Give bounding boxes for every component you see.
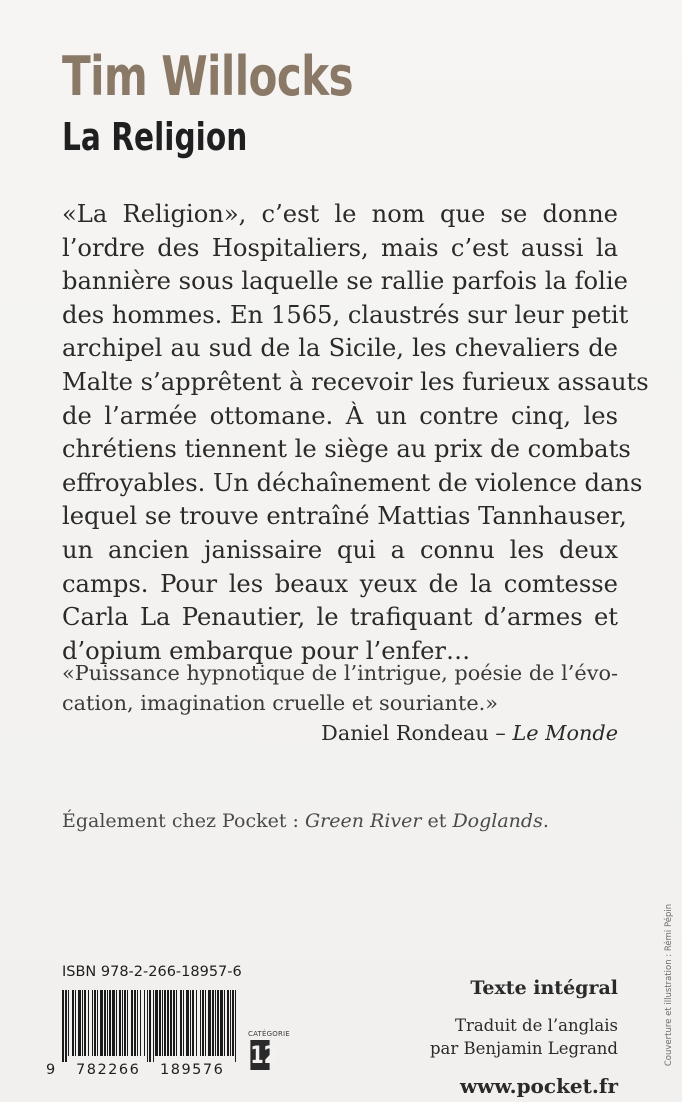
synopsis-line: lequel se trouve entraîné Mattias Tannhauser,	[62, 502, 627, 531]
category-number: 12	[250, 1041, 278, 1069]
translator-line-2: par Benjamin Legrand	[430, 1039, 618, 1058]
also-book-2: Doglands	[452, 810, 543, 832]
synopsis-line: un ancien janissaire qui a connu les deux	[62, 535, 618, 564]
synopsis-line: Malte s’apprêtent à recevoir les furieux assauts	[62, 367, 649, 396]
publisher-website: www.pocket.fr	[459, 1074, 618, 1098]
author-name: Tim Willocks	[62, 45, 354, 108]
synopsis-line: archipel au sud de la Sicile, les chevaliers de	[62, 334, 618, 363]
synopsis-line: l’ordre des Hospitaliers, mais c’est aussi la	[62, 233, 618, 262]
synopsis-line: camps. Pour les beaux yeux de la comtesse	[62, 569, 618, 598]
also-joiner: et	[421, 810, 453, 832]
synopsis-line: «La Religion», c’est le nom que se donne	[62, 200, 618, 228]
category-label: CATÉGORIE	[248, 1030, 290, 1038]
press-quote	[62, 658, 618, 718]
category-badge	[248, 1030, 290, 1076]
also-suffix: .	[542, 810, 549, 832]
cover-credit	[662, 880, 676, 1090]
synopsis-line: de l’armée ottomane. À un contre cinq, les	[62, 401, 618, 430]
barcode-digit-first: 9	[46, 1062, 56, 1078]
also-by-author	[62, 808, 549, 834]
synopsis-line: d’opium embarque pour l’enfer…	[62, 636, 471, 665]
quote-source: Le Monde	[512, 721, 618, 745]
synopsis-line: Carla La Penautier, le trafiquant d’armes et	[62, 603, 618, 632]
quote-author: Daniel Rondeau –	[321, 721, 513, 745]
synopsis-line: des hommes. En 1565, claustrés sur leur petit	[62, 300, 629, 329]
cover-credit-text: Couverture et illustration : Rémi Pépin	[664, 903, 674, 1067]
also-prefix: Également chez Pocket :	[62, 810, 305, 832]
texte-integral: Texte intégral	[470, 977, 618, 999]
also-book-1: Green River	[305, 810, 422, 832]
quote-line: «Puissance hypnotique de l’intrigue, poésie de l’évo-	[62, 661, 618, 685]
barcode-digit-group-2: 189576	[160, 1062, 225, 1078]
synopsis-line: effroyables. Un déchaînement de violence dans	[62, 468, 643, 497]
synopsis-line: bannière sous laquelle se rallie parfois la folie	[62, 267, 628, 296]
barcode-digits	[46, 1062, 238, 1082]
synopsis	[62, 198, 649, 668]
publisher-info	[430, 976, 618, 1098]
book-title: La Religion	[62, 115, 248, 159]
synopsis-line: chrétiens tiennent le siège au prix de combats	[62, 435, 631, 464]
barcode-bars	[62, 990, 238, 1062]
quote-line: cation, imagination cruelle et souriante.»	[62, 691, 499, 715]
translator-line-1: Traduit de l’anglais	[454, 1016, 618, 1035]
barcode-digit-group-1: 782266	[76, 1062, 141, 1078]
isbn-label: ISBN 978-2-266-18957-6	[62, 964, 242, 980]
quote-attribution	[321, 718, 618, 748]
